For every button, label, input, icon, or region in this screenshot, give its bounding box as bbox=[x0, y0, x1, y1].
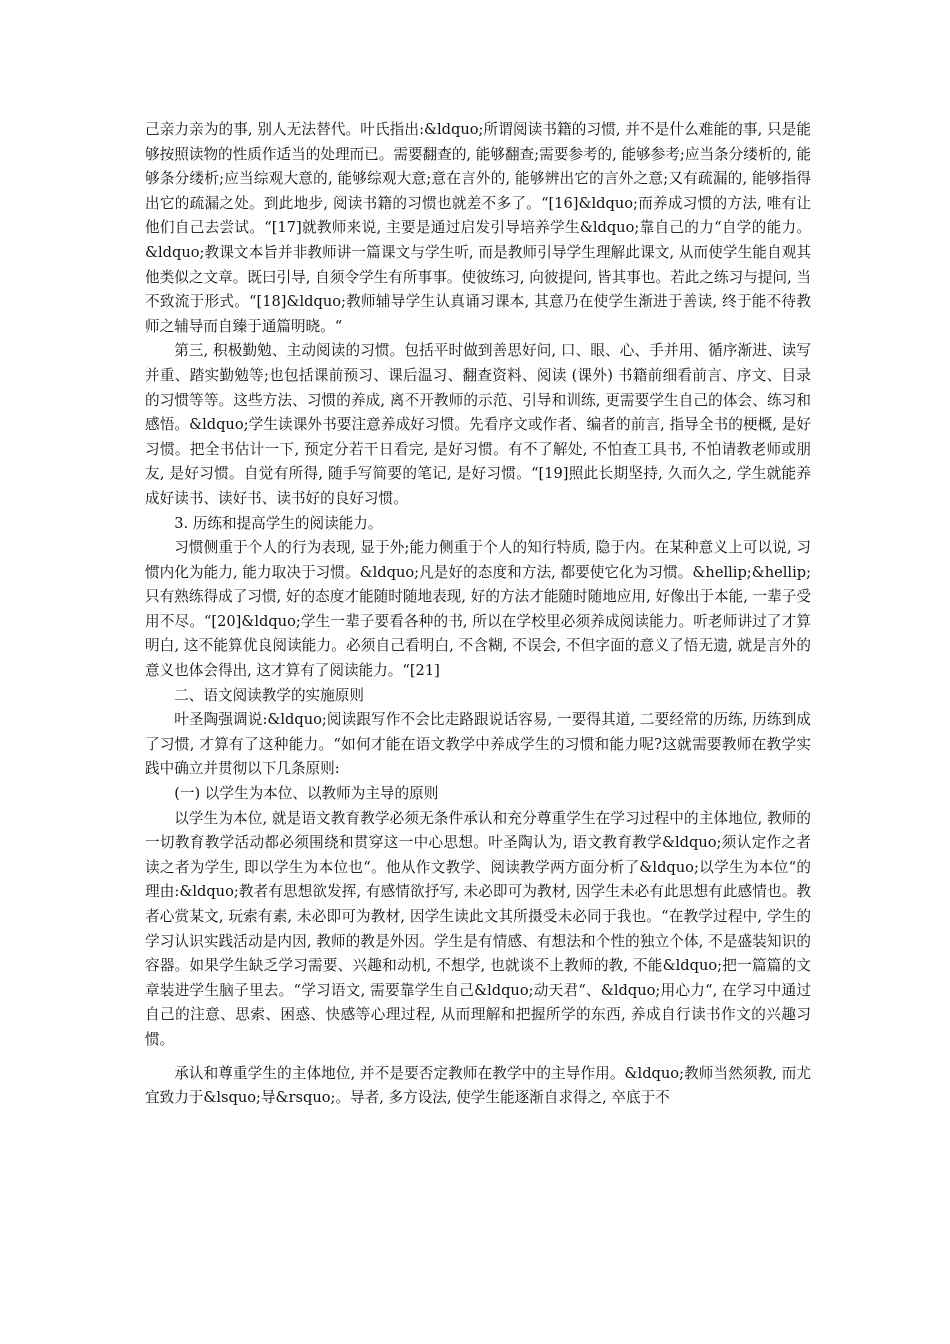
paragraph-teacher-guidance: 承认和尊重学生的主体地位, 并不是要否定教师在教学中的主导作用。&ldquo;教师当然须教, 而尤宜致力于&lsquo;导&rsquo;。导者, 多方设法, 使学生能逐渐自求得之, 卒底于不 bbox=[145, 1064, 811, 1107]
paragraph-reading-habit-quote: 己亲力亲为的事, 别人无法替代。叶氏指出:&ldquo;所谓阅读书籍的习惯, 并不是什么难能的事, 只是能够按照读物的性质作适当的处理而已。需要翻查的, 能够翻查;需要参考的, 能够参考;应当条分缕析的, 能够条分缕析;应当综观大意的, 能够综观大意;意在言外的, 能够辨出它的言外之意;又有疏漏的, 能够指得出它的疏漏之处。到此地步, 阅读书籍的习惯也就差不多了。“[16]&ldquo;而养成习惯的方法, 唯有让他们自己去尝试。“[17]就教师来说, 主要是通过启发引导培养学生&ldquo;靠自己的力“自学的能力。&ldquo;教课文本旨并非教师讲一篇课文与学生听, 而是教师引导学生理解此课文, 从而使学生能自观其他类似之文章。既曰引导, 自须令学生有所事事。使彼练习, 向彼提问, 皆其事也。若此之练习与提问, 当不致流于形式。“[18]&ldquo;教师辅导学生认真诵习课本, 其意乃在使学生渐进于善读, 终于能不待教师之辅导而自臻于通篇明晓。“ bbox=[145, 121, 811, 335]
paragraph-habit-and-ability: 习惯侧重于个人的行为表现, 显于外;能力侧重于个人的知行特质, 隐于内。在某种意义上可以说, 习惯内化为能力, 能力取决于习惯。&ldquo;凡是好的态度和方法, 都要使它化为习惯。&hellip;&hellip;只有熟练得成了习惯, 好的态度才能随时随地表现, 好的方法才能随时随地应用, 好像出于本能, 一辈子受用不尽。“[20]&ldquo;学生一辈子要看各种的书, 所以在学校里必须养成阅读能力。听老师讲过了才算明白, 这不能算优良阅读能力。必须自己看明白, 不含糊, 不误会, 不但字面的意义了悟无遗, 就是言外的意义也体会得出, 这才算有了阅读能力。“[21] bbox=[145, 539, 811, 680]
paragraph-ye-shengtao-emphasis: 叶圣陶强调说:&ldquo;阅读跟写作不会比走路跟说话容易, 一要得其道, 二要经常的历练, 历练到成了习惯, 才算有了这种能力。“如何才能在语文教学中养成学生的习惯和能力呢?这就需要教师在教学实践中确立并贯彻以下几条原则: bbox=[145, 711, 811, 778]
paragraph-student-centered: 以学生为本位, 就是语文教育教学必须无条件承认和充分尊重学生在学习过程中的主体地位, 教师的一切教育教学活动都必须围绕和贯穿这一中心思想。叶圣陶认为, 语文教育教学&ldquo;须认定作之者读之者为学生, 即以学生为本位也“。他从作文教学、阅读教学两方面分析了&ldquo;以学生为本位“的理由:&ldquo;教者有思想欲发挥, 有感情欲抒写, 未必即可为教材, 因学生未必有此思想有此感情也。教者心赏某文, 玩索有素, 未必即可为教材, 因学生读此文其所摄受未必同于我也。“在教学过程中, 学生的学习认识实践活动是内因, 教师的教是外因。学生是有情感、有想法和个性的独立个体, 不是盛装知识的容器。如果学生缺乏学习需要、兴趣和动机, 不想学, 也就谈不上教师的教, 不能&ldquo;把一篇篇的文章装进学生脑子里去。“学习语文, 需要靠学生自己&ldquo;动天君“、&ldquo;用心力“, 在学习中通过自己的注意、思索、困惑、快感等心理过程, 从而理解和把握所学的东西, 养成自行读书作文的兴趣习惯。 bbox=[145, 809, 811, 1048]
paragraph-third-habit: 第三, 积极勤勉、主动阅读的习惯。包括平时做到善思好问, 口、眼、心、手并用、循序渐进、读写并重、踏实勤勉等;也包括课前预习、课后温习、翻查资料、阅读 (课外) 书籍前细看前言、序文、目录的习惯等等。这些方法、习惯的养成, 离不开教师的示范、引导和训练, 更需要学生自己的体会、练习和感悟。&ldquo;学生读课外书要注意养成好习惯。先看序文或作者、编者的前言, 指导全书的梗概, 是好习惯。把全书估计一下, 预定分若干日看完, 是好习惯。有不了解处, 不怕查工具书, 不怕请教老师或朋友, 是好习惯。自觉有所得, 随手写简要的笔记, 是好习惯。“[19]照此长期坚持, 久而久之, 学生就能养成好读书、读好书、读书好的良好习惯。 bbox=[145, 342, 811, 507]
document-body bbox=[145, 118, 811, 1111]
subheading-reading-ability: 3. 历练和提高学生的阅读能力。 bbox=[174, 514, 383, 532]
subheading-principle-one: (一) 以学生为本位、以教师为主导的原则 bbox=[174, 785, 439, 803]
section-heading-principles: 二、语文阅读教学的实施原则 bbox=[174, 686, 364, 704]
